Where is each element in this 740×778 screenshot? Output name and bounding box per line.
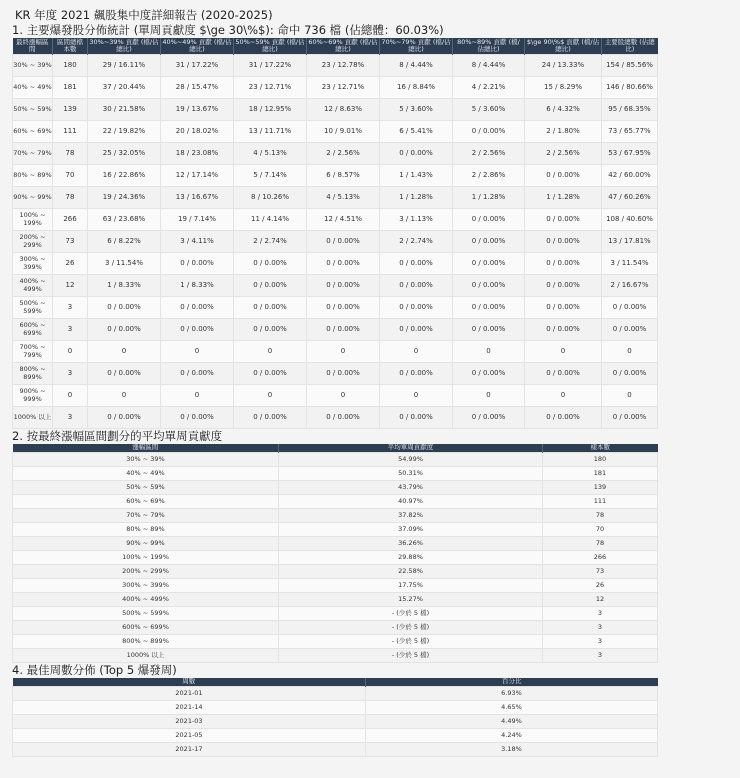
table-row: [13, 523, 658, 537]
row-label-cell: 800% ~ 899%: [13, 635, 279, 649]
data-cell: 0 / 0.00%: [453, 407, 525, 429]
data-cell: 12 / 17.14%: [161, 165, 234, 187]
data-cell: 139: [543, 481, 658, 495]
data-cell: 25 / 32.05%: [88, 143, 161, 165]
col-header-60-69: 60%~69% 貢獻 (檔/佔總比): [308, 37, 378, 53]
table-row: [13, 509, 658, 523]
data-cell: 3: [543, 621, 658, 635]
data-cell: 3.18%: [366, 743, 658, 757]
row-label-cell: 200% ~ 299%: [13, 231, 53, 253]
data-cell: 0 / 0.00%: [234, 275, 307, 297]
data-cell: 0: [380, 341, 453, 363]
data-cell: 3: [53, 407, 88, 429]
weeks-body: [13, 687, 658, 757]
data-cell: 3 / 11.54%: [88, 253, 161, 275]
col-header-total: 區間總檔本數: [53, 38, 88, 55]
row-label-cell: 50% ~ 59%: [13, 99, 53, 121]
data-cell: 13 / 17.81%: [602, 231, 658, 253]
data-cell: 29 / 16.11%: [88, 55, 161, 77]
data-cell: 4 / 5.13%: [234, 143, 307, 165]
table-row: [13, 55, 658, 77]
data-cell: 31 / 17.22%: [161, 55, 234, 77]
row-label-cell: 300% ~ 399%: [13, 579, 279, 593]
data-cell: 23 / 12.78%: [307, 55, 380, 77]
col-header-30-39: 30%~39% 貢獻 (檔/佔總比): [89, 37, 159, 53]
data-cell: 31 / 17.22%: [234, 55, 307, 77]
data-cell: 0 / 0.00%: [602, 297, 658, 319]
col-header-main-total: 主要股總數 (佔總比): [602, 38, 658, 55]
data-cell: 5 / 7.14%: [234, 165, 307, 187]
data-cell: 0: [161, 385, 234, 407]
data-cell: 0 / 0.00%: [88, 363, 161, 385]
data-cell: 0 / 0.00%: [453, 275, 525, 297]
data-cell: 0: [602, 341, 658, 363]
data-cell: 17.75%: [279, 579, 543, 593]
table-row: [13, 715, 658, 729]
row-label-cell: 70% ~ 79%: [13, 509, 279, 523]
table-row: [13, 481, 658, 495]
data-cell: 2 / 2.56%: [525, 143, 602, 165]
row-label-cell: 600% ~ 699%: [13, 621, 279, 635]
data-cell: 0 / 0.00%: [161, 363, 234, 385]
data-cell: 36.26%: [279, 537, 543, 551]
data-cell: 0 / 0.00%: [453, 363, 525, 385]
data-cell: 19 / 24.36%: [88, 187, 161, 209]
data-cell: 16 / 22.86%: [88, 165, 161, 187]
data-cell: 8 / 4.44%: [380, 55, 453, 77]
data-cell: 0: [161, 341, 234, 363]
distribution-table: [12, 38, 658, 429]
row-label-cell: 600% ~ 699%: [13, 319, 53, 341]
data-cell: 0 / 0.00%: [453, 319, 525, 341]
data-cell: 5 / 3.60%: [380, 99, 453, 121]
table-row: [13, 579, 658, 593]
data-cell: 181: [53, 77, 88, 99]
data-cell: 0: [307, 385, 380, 407]
col-header-sample-count: 樣本數: [543, 444, 658, 453]
data-cell: 30 / 21.58%: [88, 99, 161, 121]
data-cell: 12: [53, 275, 88, 297]
data-cell: 1 / 1.28%: [380, 187, 453, 209]
data-cell: 37 / 20.44%: [88, 77, 161, 99]
data-cell: 2 / 2.56%: [307, 143, 380, 165]
col-header-week: 周數: [13, 678, 366, 687]
data-cell: 20 / 18.02%: [161, 121, 234, 143]
data-cell: 26: [53, 253, 88, 275]
col-header-50-59: 50%~59% 貢獻 (檔/佔總比): [235, 37, 305, 53]
data-cell: 0 / 0.00%: [525, 275, 602, 297]
best-weeks-table: [12, 678, 658, 757]
data-cell: 111: [543, 495, 658, 509]
data-cell: 0: [380, 385, 453, 407]
data-cell: 22 / 19.82%: [88, 121, 161, 143]
data-cell: 0 / 0.00%: [307, 231, 380, 253]
average-contribution-table: [12, 444, 658, 663]
table-row: [13, 341, 658, 363]
data-cell: 37.09%: [279, 523, 543, 537]
data-cell: 6 / 8.22%: [88, 231, 161, 253]
row-label-cell: 70% ~ 79%: [13, 143, 53, 165]
data-cell: 0 / 0.00%: [453, 231, 525, 253]
data-cell: 2 / 2.74%: [234, 231, 307, 253]
data-cell: 0 / 0.00%: [307, 297, 380, 319]
row-label-cell: 90% ~ 99%: [13, 187, 53, 209]
data-cell: 1 / 8.33%: [88, 275, 161, 297]
data-cell: 0 / 0.00%: [525, 297, 602, 319]
table-row: [13, 453, 658, 467]
data-cell: 0: [88, 385, 161, 407]
data-cell: 4 / 5.13%: [307, 187, 380, 209]
data-cell: 3: [53, 297, 88, 319]
table-row: [13, 743, 658, 757]
data-cell: 0 / 0.00%: [88, 319, 161, 341]
data-cell: 0 / 0.00%: [602, 319, 658, 341]
data-cell: 0 / 0.00%: [380, 363, 453, 385]
table-row: [13, 593, 658, 607]
table-row: [13, 635, 658, 649]
data-cell: 139: [53, 99, 88, 121]
data-cell: 0 / 0.00%: [88, 297, 161, 319]
data-cell: 0 / 0.00%: [453, 297, 525, 319]
row-label-cell: 40% ~ 49%: [13, 467, 279, 481]
average-body: [13, 453, 658, 663]
col-header-range: 最終漲幅區間: [13, 38, 53, 55]
table-row: [13, 99, 658, 121]
data-cell: 0 / 0.00%: [234, 363, 307, 385]
data-cell: 154 / 85.56%: [602, 55, 658, 77]
data-cell: 0 / 0.00%: [234, 407, 307, 429]
data-cell: 50.31%: [279, 467, 543, 481]
section4-title: 4. 最佳周數分佈 (Top 5 爆發周): [12, 663, 177, 677]
data-cell: 3 / 11.54%: [602, 253, 658, 275]
data-cell: 0 / 0.00%: [161, 297, 234, 319]
data-cell: 111: [53, 121, 88, 143]
table-row: [13, 275, 658, 297]
data-cell: 0 / 0.00%: [307, 407, 380, 429]
data-cell: 42 / 60.00%: [602, 165, 658, 187]
data-cell: 53 / 67.95%: [602, 143, 658, 165]
data-cell: 180: [53, 55, 88, 77]
data-cell: 2 / 2.86%: [453, 165, 525, 187]
data-cell: 19 / 13.67%: [161, 99, 234, 121]
row-label-cell: 2021-05: [13, 729, 366, 743]
table-row: [13, 319, 658, 341]
data-cell: 3: [543, 649, 658, 663]
data-cell: 0 / 0.00%: [380, 253, 453, 275]
data-cell: 73 / 65.77%: [602, 121, 658, 143]
data-cell: 0: [53, 385, 88, 407]
data-cell: 0: [53, 341, 88, 363]
data-cell: 63 / 23.68%: [88, 209, 161, 231]
table-row: [13, 607, 658, 621]
table-row: [13, 407, 658, 429]
data-cell: 0 / 0.00%: [525, 319, 602, 341]
data-cell: 47 / 60.26%: [602, 187, 658, 209]
data-cell: 0 / 0.00%: [453, 253, 525, 275]
row-label-cell: 2021-03: [13, 715, 366, 729]
col-header-40-49: 40%~49% 貢獻 (檔/佔總比): [162, 37, 232, 53]
data-cell: 78: [543, 509, 658, 523]
col-header-percentage: 百分比: [366, 678, 658, 687]
row-label-cell: 2021-01: [13, 687, 366, 701]
data-cell: 70: [53, 165, 88, 187]
report-title: KR 年度 2021 飆股集中度詳細報告 (2020-2025): [15, 8, 273, 22]
data-cell: 8 / 10.26%: [234, 187, 307, 209]
data-cell: 37.82%: [279, 509, 543, 523]
section2-title: 2. 按最終漲幅區間劃分的平均單周貢獻度: [12, 429, 223, 443]
data-cell: 0 / 0.00%: [234, 319, 307, 341]
data-cell: 3 / 4.11%: [161, 231, 234, 253]
data-cell: 22.58%: [279, 565, 543, 579]
data-cell: 0 / 0.00%: [380, 297, 453, 319]
distribution-header-row: [13, 38, 658, 55]
data-cell: 95 / 68.35%: [602, 99, 658, 121]
table-row: [13, 363, 658, 385]
table-row: [13, 551, 658, 565]
data-cell: 3: [543, 607, 658, 621]
data-cell: - (少於 5 檔): [279, 621, 543, 635]
data-cell: 0 / 0.00%: [161, 319, 234, 341]
section1-title: 1. 主要爆發股分佈統計 (單周貢獻度 $\ge 30\%$): 命中 736 檔 (佔總體：60.03%): [12, 23, 444, 37]
data-cell: 0 / 0.00%: [453, 121, 525, 143]
data-cell: 4.49%: [366, 715, 658, 729]
data-cell: 28 / 15.47%: [161, 77, 234, 99]
data-cell: 0: [234, 341, 307, 363]
data-cell: 78: [53, 143, 88, 165]
data-cell: 0 / 0.00%: [380, 407, 453, 429]
data-cell: 0 / 0.00%: [307, 253, 380, 275]
data-cell: 0: [234, 385, 307, 407]
row-label-cell: 300% ~ 399%: [13, 253, 53, 275]
col-header-range: 漲幅區間: [13, 444, 279, 453]
table-row: [13, 701, 658, 715]
data-cell: 0 / 0.00%: [307, 363, 380, 385]
data-cell: 0 / 0.00%: [602, 363, 658, 385]
table-row: [13, 649, 658, 663]
row-label-cell: 800% ~ 899%: [13, 363, 53, 385]
data-cell: 0 / 0.00%: [525, 165, 602, 187]
col-header-ge-90: $\ge 90\%$ 貢獻 (檔/佔總比): [525, 38, 602, 55]
data-cell: 0: [453, 385, 525, 407]
data-cell: 266: [543, 551, 658, 565]
row-label-cell: 60% ~ 69%: [13, 121, 53, 143]
table-row: [13, 729, 658, 743]
data-cell: 0 / 0.00%: [525, 253, 602, 275]
data-cell: 3: [53, 363, 88, 385]
data-cell: 6 / 5.41%: [380, 121, 453, 143]
data-cell: 3 / 1.13%: [380, 209, 453, 231]
data-cell: 266: [53, 209, 88, 231]
row-label-cell: 1000% 以上: [13, 649, 279, 663]
data-cell: 0: [602, 385, 658, 407]
data-cell: 1 / 8.33%: [161, 275, 234, 297]
data-cell: 12 / 4.51%: [307, 209, 380, 231]
data-cell: 2 / 1.80%: [525, 121, 602, 143]
table-row: [13, 621, 658, 635]
row-label-cell: 90% ~ 99%: [13, 537, 279, 551]
data-cell: 2 / 2.56%: [453, 143, 525, 165]
data-cell: 0 / 0.00%: [161, 407, 234, 429]
table-row: [13, 565, 658, 579]
data-cell: 10 / 9.01%: [307, 121, 380, 143]
table-row: [13, 165, 658, 187]
data-cell: 15 / 8.29%: [525, 77, 602, 99]
row-label-cell: 900% ~ 999%: [13, 385, 53, 407]
data-cell: 6.93%: [366, 687, 658, 701]
data-cell: 54.99%: [279, 453, 543, 467]
table-row: [13, 495, 658, 509]
row-label-cell: 100% ~ 199%: [13, 209, 53, 231]
data-cell: 12: [543, 593, 658, 607]
data-cell: - (少於 5 檔): [279, 649, 543, 663]
data-cell: 6 / 8.57%: [307, 165, 380, 187]
data-cell: 13 / 16.67%: [161, 187, 234, 209]
data-cell: 3: [53, 319, 88, 341]
data-cell: 0 / 0.00%: [234, 297, 307, 319]
data-cell: 2 / 16.67%: [602, 275, 658, 297]
weeks-header-row: [13, 678, 658, 687]
data-cell: 23 / 12.71%: [234, 77, 307, 99]
data-cell: 0 / 0.00%: [453, 209, 525, 231]
data-cell: 19 / 7.14%: [161, 209, 234, 231]
data-cell: 6 / 4.32%: [525, 99, 602, 121]
row-label-cell: 80% ~ 89%: [13, 523, 279, 537]
row-label-cell: 2021-14: [13, 701, 366, 715]
table-row: [13, 77, 658, 99]
data-cell: 24 / 13.33%: [525, 55, 602, 77]
row-label-cell: 40% ~ 49%: [13, 77, 53, 99]
table-row: [13, 187, 658, 209]
table-row: [13, 143, 658, 165]
table-row: [13, 537, 658, 551]
data-cell: 0 / 0.00%: [525, 231, 602, 253]
data-cell: 180: [543, 453, 658, 467]
data-cell: 0 / 0.00%: [525, 363, 602, 385]
data-cell: 43.79%: [279, 481, 543, 495]
average-header-row: [13, 444, 658, 453]
row-label-cell: 700% ~ 799%: [13, 341, 53, 363]
data-cell: 18 / 12.95%: [234, 99, 307, 121]
data-cell: 4.24%: [366, 729, 658, 743]
data-cell: 4.65%: [366, 701, 658, 715]
col-header-70-79: 70%~79% 貢獻 (檔/佔總比): [381, 37, 451, 53]
data-cell: 0 / 0.00%: [380, 143, 453, 165]
col-header-avg-contribution: 平均單周貢獻度: [279, 444, 543, 453]
data-cell: 78: [543, 537, 658, 551]
data-cell: 0: [525, 385, 602, 407]
data-cell: 1 / 1.28%: [453, 187, 525, 209]
data-cell: 0 / 0.00%: [234, 253, 307, 275]
row-label-cell: 500% ~ 599%: [13, 297, 53, 319]
data-cell: 70: [543, 523, 658, 537]
data-cell: 4 / 2.21%: [453, 77, 525, 99]
data-cell: 0 / 0.00%: [380, 319, 453, 341]
data-cell: 0: [525, 341, 602, 363]
row-label-cell: 500% ~ 599%: [13, 607, 279, 621]
data-cell: 11 / 4.14%: [234, 209, 307, 231]
col-header-80-89: 80%~89% 貢獻 (檔/佔總比): [453, 38, 525, 55]
table-row: [13, 231, 658, 253]
data-cell: 29.88%: [279, 551, 543, 565]
data-cell: 0 / 0.00%: [88, 407, 161, 429]
data-cell: 0: [88, 341, 161, 363]
table-row: [13, 385, 658, 407]
data-cell: 18 / 23.08%: [161, 143, 234, 165]
data-cell: 0 / 0.00%: [307, 319, 380, 341]
data-cell: 8 / 4.44%: [453, 55, 525, 77]
data-cell: 1 / 1.28%: [525, 187, 602, 209]
row-label-cell: 80% ~ 89%: [13, 165, 53, 187]
row-label-cell: 400% ~ 499%: [13, 275, 53, 297]
data-cell: 0 / 0.00%: [307, 275, 380, 297]
data-cell: 40.97%: [279, 495, 543, 509]
data-cell: 0: [307, 341, 380, 363]
row-label-cell: 30% ~ 39%: [13, 453, 279, 467]
table-row: [13, 253, 658, 275]
row-label-cell: 100% ~ 199%: [13, 551, 279, 565]
table-row: [13, 209, 658, 231]
row-label-cell: 1000% 以上: [13, 407, 53, 429]
data-cell: 5 / 3.60%: [453, 99, 525, 121]
data-cell: 146 / 80.66%: [602, 77, 658, 99]
row-label-cell: 400% ~ 499%: [13, 593, 279, 607]
data-cell: 13 / 11.71%: [234, 121, 307, 143]
data-cell: 0 / 0.00%: [602, 407, 658, 429]
data-cell: 2 / 2.74%: [380, 231, 453, 253]
data-cell: 23 / 12.71%: [307, 77, 380, 99]
row-label-cell: 50% ~ 59%: [13, 481, 279, 495]
data-cell: 73: [53, 231, 88, 253]
table-row: [13, 467, 658, 481]
row-label-cell: 2021-17: [13, 743, 366, 757]
data-cell: 12 / 8.63%: [307, 99, 380, 121]
data-cell: 3: [543, 635, 658, 649]
data-cell: 0 / 0.00%: [525, 209, 602, 231]
data-cell: 108 / 40.60%: [602, 209, 658, 231]
data-cell: 16 / 8.84%: [380, 77, 453, 99]
data-cell: 181: [543, 467, 658, 481]
data-cell: - (少於 5 檔): [279, 635, 543, 649]
table-row: [13, 121, 658, 143]
data-cell: 26: [543, 579, 658, 593]
row-label-cell: 200% ~ 299%: [13, 565, 279, 579]
data-cell: 73: [543, 565, 658, 579]
table-row: [13, 687, 658, 701]
data-cell: 1 / 1.43%: [380, 165, 453, 187]
data-cell: 15.27%: [279, 593, 543, 607]
row-label-cell: 60% ~ 69%: [13, 495, 279, 509]
data-cell: 78: [53, 187, 88, 209]
table-row: [13, 297, 658, 319]
data-cell: 0 / 0.00%: [380, 275, 453, 297]
data-cell: 0: [453, 341, 525, 363]
data-cell: 0 / 0.00%: [525, 407, 602, 429]
row-label-cell: 30% ~ 39%: [13, 55, 53, 77]
data-cell: - (少於 5 檔): [279, 607, 543, 621]
data-cell: 0 / 0.00%: [161, 253, 234, 275]
distribution-body: [13, 55, 658, 429]
